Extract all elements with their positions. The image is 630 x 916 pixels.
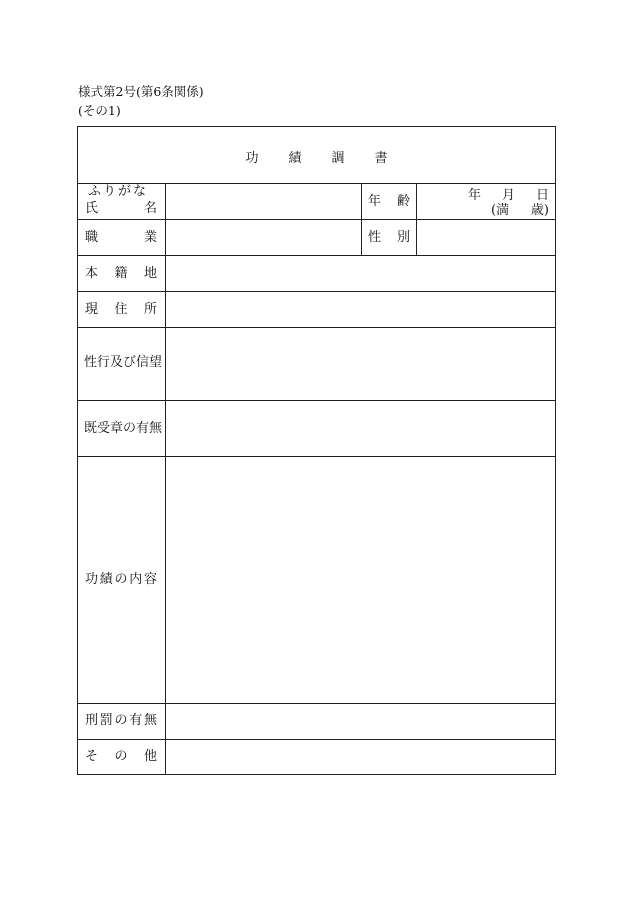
row-divider (78, 400, 555, 401)
row-divider (78, 327, 555, 328)
age-label: 年 齢 (368, 194, 410, 209)
merit-report-form (77, 126, 556, 775)
criminal-penalty-label: 刑 罰 の 有 無 (85, 713, 157, 728)
label-column-divider (165, 183, 166, 774)
merit-details-label: 功 績 の 内 容 (85, 572, 157, 587)
row-divider (78, 456, 555, 457)
row-divider (78, 739, 555, 740)
character-reputation-label: 性行及び信望 (84, 355, 163, 370)
sex-label: 性 別 (368, 230, 410, 245)
column-divider (361, 183, 362, 255)
row-divider (78, 183, 555, 184)
current-address-label: 現 住 所 (85, 302, 157, 317)
occupation-label: 職 業 (85, 230, 157, 245)
name-label: 氏 名 (85, 201, 157, 216)
registered-domicile-label: 本 籍 地 (85, 266, 157, 281)
form-title: 功 績 調 書 (245, 151, 388, 166)
row-divider (78, 703, 555, 704)
furigana-label: ふ り が な (88, 184, 146, 199)
birthdate-label: 年 月 日 (468, 188, 549, 203)
form-part: (その1) (78, 103, 121, 118)
row-divider (78, 255, 555, 256)
row-divider (78, 219, 555, 220)
decorations-label: 既受章の有無 (84, 421, 163, 436)
other-label: そ の 他 (85, 749, 157, 764)
age-years-label: (満 歳) (491, 203, 549, 218)
column-divider (416, 183, 417, 255)
row-divider (78, 291, 555, 292)
form-number: 様式第2号(第6条関係) (78, 84, 204, 99)
